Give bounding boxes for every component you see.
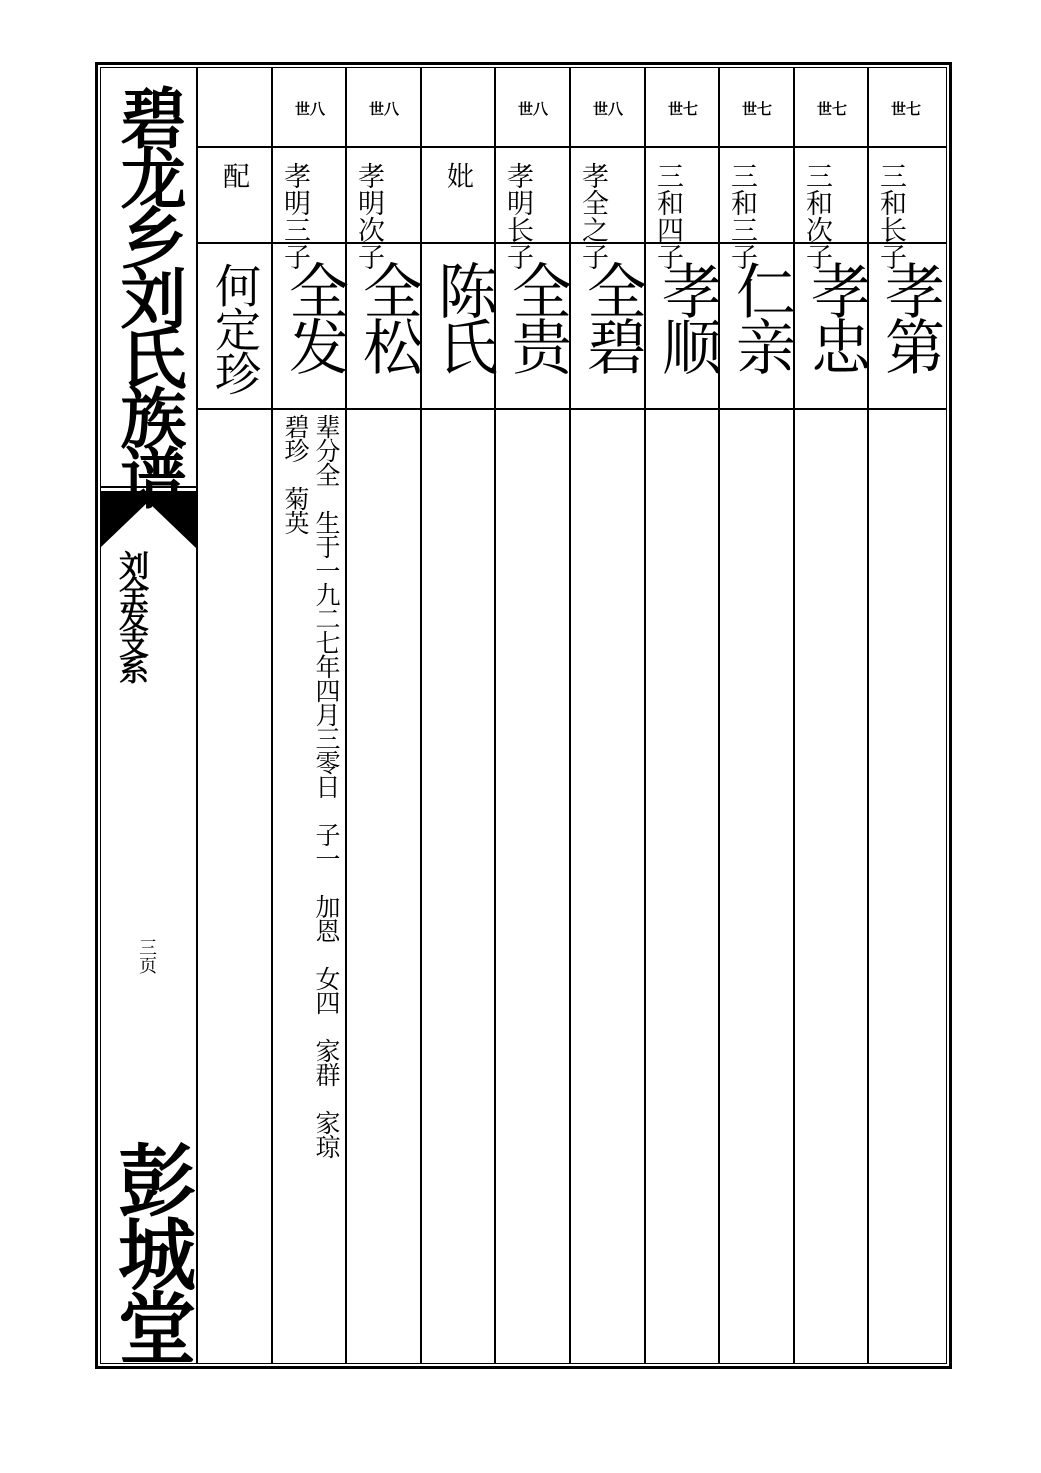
- person-name: 陈氏: [428, 260, 498, 372]
- person-name: 全发: [279, 260, 349, 372]
- relation-label: 孝明次子: [353, 162, 384, 270]
- row-divider-generation: [196, 146, 946, 148]
- page-number: 三页: [136, 938, 157, 974]
- relation-label: 孝明长子: [502, 162, 533, 270]
- spine-wedge-icon: [100, 496, 196, 552]
- relation-label: 三和三子: [726, 162, 757, 270]
- person-name: 全贵: [502, 260, 572, 372]
- relation-label: 配: [218, 162, 249, 189]
- relation-label: 三和四子: [652, 162, 683, 270]
- generation-label: 世八: [517, 100, 548, 118]
- relation-label: 三和次子: [801, 162, 832, 270]
- relation-label: 三和长子: [875, 162, 906, 270]
- person-name: 全松: [353, 260, 423, 372]
- generation-label: 世八: [294, 100, 325, 118]
- relation-label: 孝明三子: [279, 162, 310, 270]
- person-name: 何定珍: [208, 262, 262, 394]
- bio-text: 辈分全 生于一九二七年四月三零日 子一 加恩 女四 家群 家琼: [312, 414, 341, 1158]
- relation-label: 孝全之子: [577, 162, 608, 270]
- row-divider-name: [196, 408, 946, 410]
- person-name: 孝顺: [652, 260, 722, 372]
- person-name: 孝第: [875, 260, 945, 372]
- column-divider: [271, 67, 273, 1364]
- bio-text-continued: 碧珍 菊英: [281, 414, 310, 534]
- generation-label: 世七: [890, 100, 921, 118]
- person-name: 孝忠: [801, 260, 871, 372]
- hall-name: 彭城堂: [105, 1140, 196, 1362]
- relation-label: 妣: [442, 162, 473, 189]
- generation-label: 世七: [667, 100, 698, 118]
- book-title: 碧龙乡刘氏族谱: [109, 84, 187, 504]
- branch-name: 刘全发支系: [113, 550, 148, 680]
- generation-label: 世八: [368, 100, 399, 118]
- person-name: 仁亲: [726, 260, 796, 372]
- generation-label: 世八: [592, 100, 623, 118]
- generation-label: 世七: [816, 100, 847, 118]
- spine-divider: [196, 67, 198, 1364]
- person-name: 全碧: [577, 260, 647, 372]
- generation-label: 世七: [741, 100, 772, 118]
